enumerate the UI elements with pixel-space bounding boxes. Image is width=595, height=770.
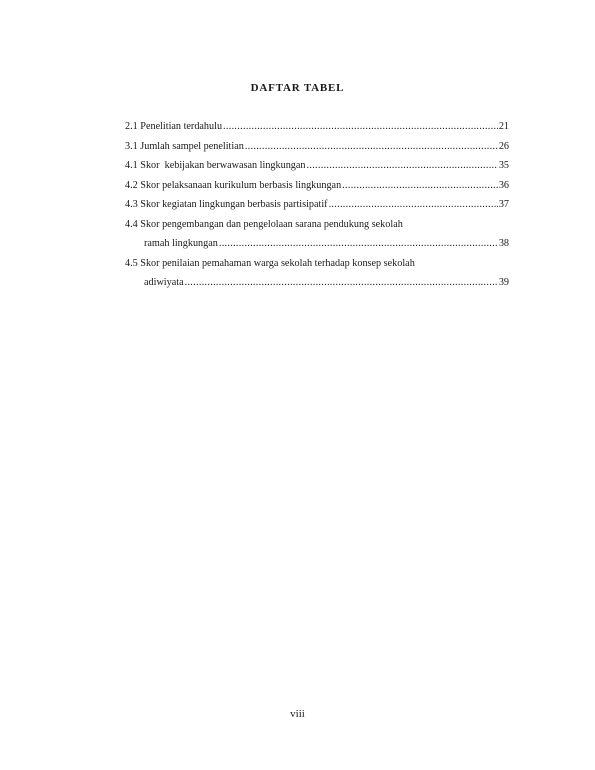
toc-entry-label: 3.1 Jumlah sampel penelitian: [125, 140, 244, 152]
dot-leader: [342, 180, 498, 191]
toc-entry-page: 39: [498, 277, 509, 288]
dot-leader: [223, 121, 498, 132]
dot-leader: [245, 141, 498, 152]
dot-leader: [185, 277, 498, 288]
toc-entry-label: 4.5 Skor penilaian pemahaman warga sekolah terhadap konsep sekolah: [125, 257, 415, 269]
page-title: DAFTAR TABEL: [250, 82, 345, 94]
toc-entry-page: 21: [498, 121, 509, 132]
toc-entry-page: 35: [498, 160, 509, 171]
toc-entry-page: 38: [498, 238, 509, 249]
toc-entry-4-4: [125, 219, 509, 239]
toc-entry-4-2: [125, 180, 509, 200]
dot-leader: [329, 199, 498, 210]
toc-entry-continuation: adiwiyata: [144, 277, 184, 288]
toc-entry-4-5-continued: [125, 277, 509, 297]
toc-entry-4-3: [125, 199, 509, 219]
table-list: [125, 121, 509, 297]
toc-entry-label: 4.1 Skor kebijakan berwawasan lingkungan: [125, 160, 306, 171]
toc-entry-3-1: [125, 141, 509, 161]
toc-entry-label: 2.1 Penelitian terdahulu: [125, 121, 223, 132]
page-number: viii: [290, 708, 305, 720]
toc-entry-4-4-continued: [125, 238, 509, 258]
toc-entry-label: 4.3 Skor kegiatan lingkungan berbasis partisipatif: [125, 199, 328, 210]
toc-entry-label: 4.4 Skor pengembangan dan pengelolaan sarana pendukung sekolah: [125, 218, 403, 230]
toc-entry-page: 36: [498, 179, 509, 191]
dot-leader: [219, 238, 498, 249]
dot-leader: [307, 160, 498, 171]
toc-entry-2-1: [125, 121, 509, 141]
toc-entry-continuation: ramah lingkungan: [144, 238, 218, 249]
toc-entry-label: 4.2 Skor pelaksanaan kurikulum berbasis lingkungan: [125, 179, 342, 191]
toc-entry-4-5: [125, 258, 509, 278]
toc-entry-page: 26: [498, 140, 509, 152]
toc-entry-page: 37: [498, 199, 509, 210]
toc-entry-4-1: [125, 160, 509, 180]
